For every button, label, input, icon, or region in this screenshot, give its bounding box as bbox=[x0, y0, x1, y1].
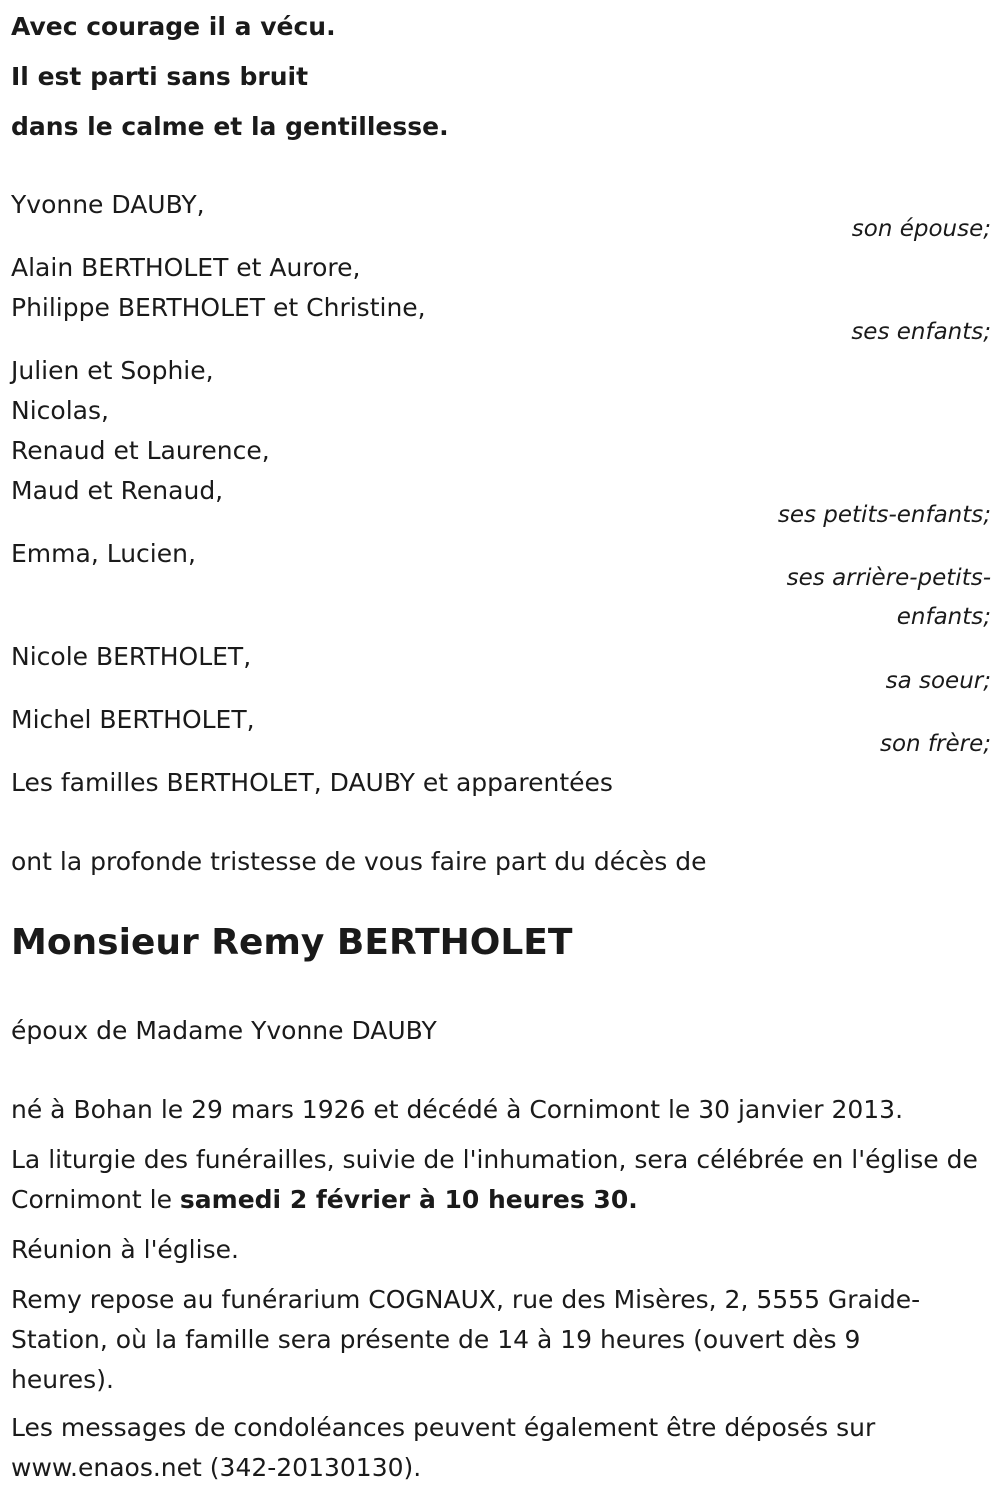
announcement: ont la profonde tristesse de vous faire part du décès de bbox=[11, 847, 707, 876]
sister-name: Nicole BERTHOLET, bbox=[11, 642, 252, 671]
grandchild-4: Maud et Renaud, bbox=[11, 476, 224, 505]
greatgrandchildren: Emma, Lucien, bbox=[11, 539, 196, 568]
meeting-line: Réunion à l'église. bbox=[11, 1235, 239, 1264]
greatgrandchildren-relation bbox=[11, 559, 991, 637]
grandchild-2: Nicolas, bbox=[11, 396, 109, 425]
funeral-home-paragraph: Remy repose au funérarium COGNAUX, rue des Misères, 2, 5555 Graide-Station, où la famille sera présente de 14 à 19 heures (ouvert dès 9 heures). bbox=[11, 1285, 921, 1394]
grandchild-1: Julien et Sophie, bbox=[11, 356, 214, 385]
brother-name: Michel BERTHOLET, bbox=[11, 705, 255, 734]
liturgy-text: La liturgie des funérailles, suivie de l'inhumation, sera célébrée en l'église de Cornimont le bbox=[11, 1145, 978, 1214]
spouse-name: Yvonne DAUBY, bbox=[11, 190, 205, 219]
children-relation: ses enfants; bbox=[851, 319, 991, 345]
child-2: Philippe BERTHOLET et Christine, bbox=[11, 293, 426, 322]
birth-death-line: né à Bohan le 29 mars 1926 et décédé à Cornimont le 30 janvier 2013. bbox=[11, 1095, 904, 1124]
greatgrandchildren-relation-part-1: ses arrière-petits- bbox=[786, 565, 991, 591]
motto-line-3: dans le calme et la gentillesse. bbox=[11, 112, 449, 141]
spouse-relation: son épouse; bbox=[851, 216, 991, 242]
child-1: Alain BERTHOLET et Aurore, bbox=[11, 253, 361, 282]
grandchildren-relation: ses petits-enfants; bbox=[777, 502, 991, 528]
motto-line-2: Il est parti sans bruit bbox=[11, 62, 309, 91]
families-line: Les familles BERTHOLET, DAUBY et apparentées bbox=[11, 768, 613, 797]
condolences-paragraph: Les messages de condoléances peuvent également être déposés sur www.enaos.net (342-20130130). bbox=[11, 1413, 876, 1482]
liturgy-paragraph bbox=[11, 1140, 991, 1220]
motto-line-1: Avec courage il a vécu. bbox=[11, 12, 336, 41]
grandchild-3: Renaud et Laurence, bbox=[11, 436, 270, 465]
greatgrandchildren-relation-part-2: enfants; bbox=[896, 604, 991, 630]
brother-relation: son frère; bbox=[879, 731, 991, 757]
motto-block bbox=[11, 2, 449, 152]
deceased-name: Monsieur Remy BERTHOLET bbox=[11, 922, 573, 963]
sister-relation: sa soeur; bbox=[885, 668, 991, 694]
liturgy-date: samedi 2 février à 10 heures 30. bbox=[179, 1185, 638, 1214]
spouse-of: époux de Madame Yvonne DAUBY bbox=[11, 1016, 437, 1045]
